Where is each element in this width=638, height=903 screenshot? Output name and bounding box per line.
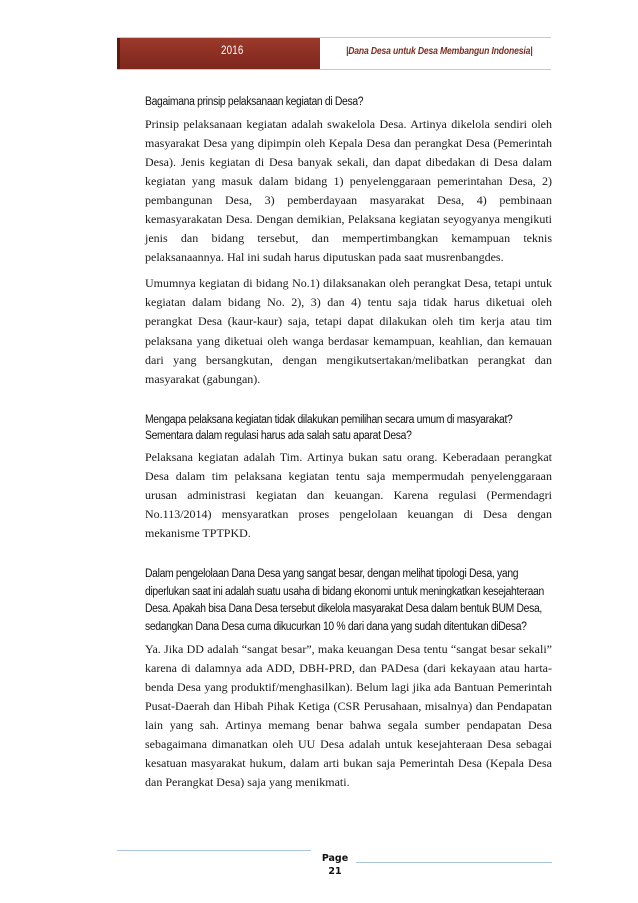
answer-paragraph: Prinsip pelaksanaan kegiatan adalah swakelola Desa. Artinya dikelola sendiri oleh masyarakat Desa yang dipimpin oleh Kepala Desa dan perangkat Desa (Pemerintah Desa). Jenis kegiatan di Desa banyak sekali, dan dapat dibedakan di Desa dalam kegiatan yang masuk dalam bidang 1) penyelenggaraan pemerintahan Desa, 2) pembangunan Desa, 3) pemberdayaan masyarakat Desa, 4) pembinaan kemasyarakatan Desa. Dengan demikian, Pelaksana kegiatan seyogyanya mengikuti jenis dan bidang tersebut, dan mempertimbangkan kemampuan teknis pelaksanaannya. Hal ini sudah harus diputuskan pada saat musrenbangdes. [145,116,552,265]
main-content [145,89,552,792]
page-header [117,37,551,70]
footer-divider-right [356,862,552,863]
page-label: Page [321,853,349,864]
header-year: 2016 [221,45,244,57]
answer-paragraph: Pelaksana kegiatan adalah Tim. Artinya bukan satu orang. Keberadaan perangkat Desa dalam tim pelaksana kegiatan tentu saja mempermudah penyelenggaraan urusan administrasi kegiatan dan keuangan. Karena regulasi (Permendagri No.113/2014) mensyaratkan proses pengelolaan keuangan di Desa dengan mekanisme TPTPKD. [145,449,552,541]
footer-divider-left [117,850,311,851]
year-banner-edge [117,38,120,69]
header-title: |Dana Desa untuk Desa Membangun Indonesia| [346,45,533,57]
question-heading: Mengapa pelaksana kegiatan tidak dilakukan pemilihan secara umum di masyarakat? Sementara dalam regulasi harus ada salah satu aparat Desa? [145,413,513,443]
question-heading: Dalam pengelolaan Dana Desa yang sangat besar, dengan melihat tipologi Desa, yang diperlukan saat ini adalah suatu usaha di bidang ekonomi untuk meningkatkan kesejahteraan Desa. Apakah bisa Dana Desa tersebut dikelola masyarakat Desa dalam bentuk BUM Desa, sedangkan Dana Desa cuma dikucurkan 10 % dari dana yang sudah ditentukan diDesa? [145,568,544,634]
page-number-value: 21 [328,866,342,877]
answer-paragraph: Umumnya kegiatan di bidang No.1) dilaksanakan oleh perangkat Desa, tetapi untuk kegiatan dalam bidang No. 2), 3) dan 4) tentu saja tidak harus diketuai oleh perangkat Desa (kaur-kaur) saja, tetapi dapat dilakukan oleh tim kerja atau tim pelaksana yang diketuai oleh wanga berdasar kemampuan, keahlian, dan kemauan dari yang bersangkutan, dengan mengikutsertakan/melibatkan perangkat dan masyarakat (gabungan). [145,276,552,386]
answer-paragraph: Ya. Jika DD adalah “sangat besar”, maka keuangan Desa tentu “sangat besar sekali” karena di dalamnya ada ADD, DBH-PRD, dan PADesa (dari kekayaan atau harta-benda Desa yang produktif/menghasilkan). Belum lagi jika ada Bantuan Pemerintah Pusat-Daerah dan Hibah Pihak Ketiga (CSR Perusahaan, misalnya) dan Pendapatan lain yang sah. Artinya memang benar bahwa segala sumber pendapatan Desa sebagaimana dimanatkan oleh UU Desa adalah untuk kesejahteraan Desa sebagai kesatuan masyarakat hukum, dalam arti bukan saja Pemerintah Desa (Kepala Desa dan Perangkat Desa) saja yang menikmati. [145,641,552,790]
year-banner [117,38,320,69]
page-number [305,852,365,878]
question-heading: Bagaimana prinsip pelaksanaan kegiatan di Desa? [145,96,364,108]
